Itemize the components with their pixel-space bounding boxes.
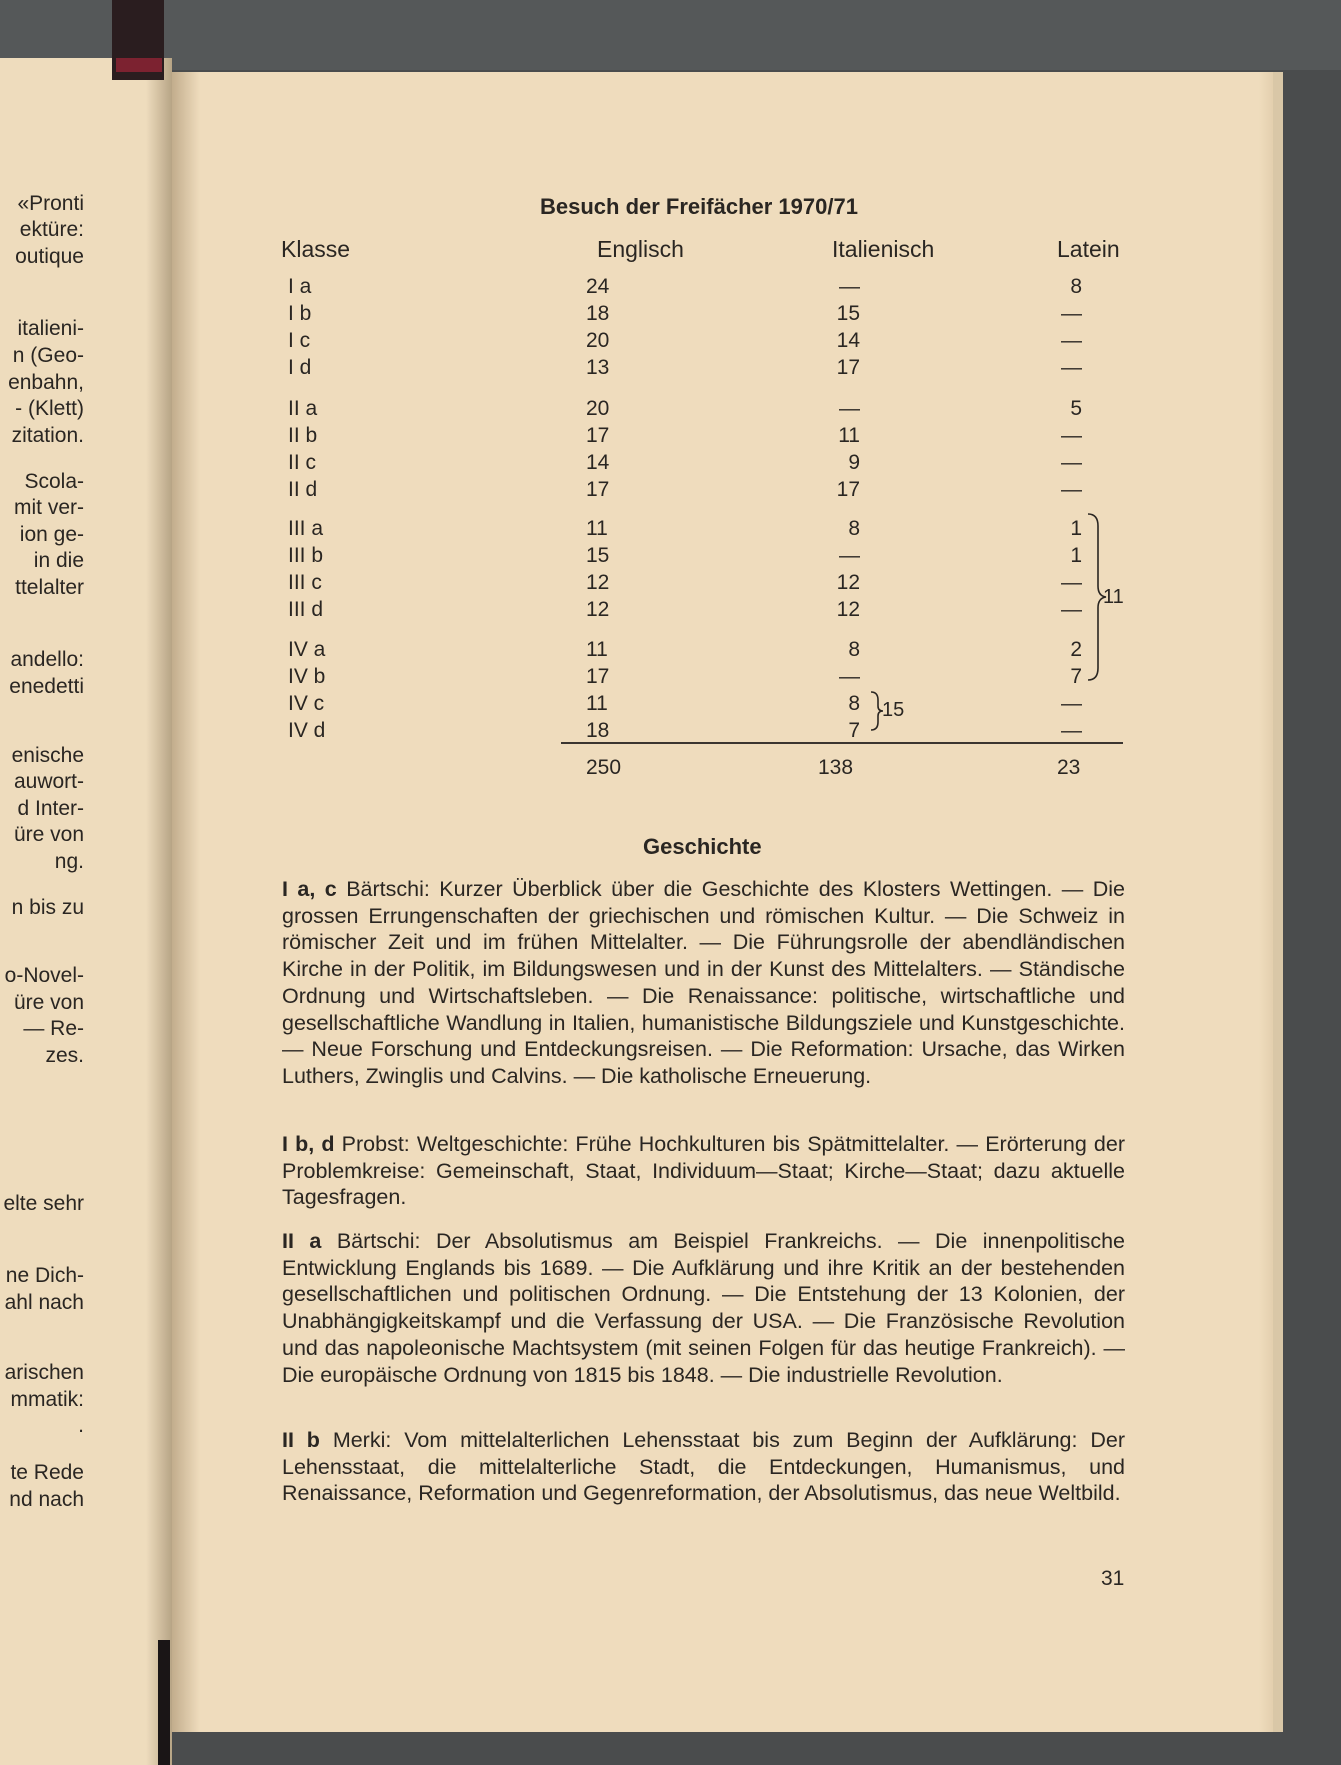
table-cell-klasse: III d bbox=[288, 598, 324, 621]
paragraph-label: I a, c bbox=[282, 877, 337, 901]
left-page-fragment: enedetti bbox=[9, 675, 84, 698]
paragraph-label: II b bbox=[282, 1428, 320, 1452]
bookmark-ribbon-band bbox=[116, 58, 162, 72]
table-cell-klasse: III b bbox=[288, 544, 324, 567]
paragraph-text: Merki: Vom mittelalterlichen Lehensstaat bis zum Beginn der Aufklärung: Der Lehensstaat, die mittelalterliche Stadt, die Entdeckungen, Humanismus, und Renaissance, Reformation und Gegenreformation, der Absolutismus, das neue Weltbild. bbox=[282, 1428, 1125, 1506]
italienisch-group-total: 15 bbox=[882, 699, 905, 721]
table-cell-latein: 1 bbox=[1070, 544, 1082, 567]
table-cell-latein: — bbox=[1061, 356, 1082, 379]
table-cell-englisch: 17 bbox=[586, 665, 610, 688]
left-page-fragment: in die bbox=[33, 549, 84, 572]
header-italienisch: Italienisch bbox=[832, 236, 935, 262]
table-cell-italienisch: 17 bbox=[836, 478, 860, 501]
left-page-fragment: üre von bbox=[13, 823, 84, 846]
table-cell-englisch: 20 bbox=[586, 329, 610, 352]
left-page-fragment: ne Dich- bbox=[5, 1264, 84, 1287]
inner-shadow bbox=[172, 72, 200, 1732]
table-cell-englisch: 15 bbox=[586, 544, 610, 567]
table-cell-latein: 2 bbox=[1070, 638, 1082, 661]
left-page-fragment: d Inter- bbox=[17, 797, 84, 820]
table-cell-klasse: II b bbox=[288, 424, 318, 447]
paragraph-text: Probst: Weltgeschichte: Frühe Hochkulturen bis Spätmittelalter. — Erörterung der Problemkreise: Gemeinschaft, Staat, Individuum—Staat; Kirche—Staat; dazu aktuelle Tagesfragen. bbox=[282, 1132, 1125, 1210]
table-cell-italienisch: 9 bbox=[848, 451, 860, 474]
table-cell-italienisch: 14 bbox=[836, 329, 860, 352]
left-page-fragment: ektüre: bbox=[19, 218, 84, 241]
table-cell-englisch: 20 bbox=[586, 397, 610, 420]
table-cell-klasse: III a bbox=[288, 517, 324, 540]
left-page-fragment: n (Geo- bbox=[12, 344, 84, 367]
left-page-fragment: zes. bbox=[45, 1044, 84, 1067]
table-cell-italienisch: 15 bbox=[836, 302, 860, 325]
left-page-fragment: ttelalter bbox=[15, 576, 84, 599]
table-cell-latein: — bbox=[1061, 692, 1082, 715]
table-cell-italienisch: 12 bbox=[836, 571, 860, 594]
page-edge bbox=[1273, 72, 1283, 1732]
left-page-fragments bbox=[0, 58, 172, 1765]
paragraph-ia-c bbox=[282, 876, 1125, 1090]
table-cell-englisch: 12 bbox=[586, 598, 610, 621]
left-page-fragment: zitation. bbox=[11, 424, 84, 447]
section-title: Geschichte bbox=[643, 834, 762, 859]
table-cell-italienisch: 7 bbox=[848, 719, 860, 742]
table-cell-latein: — bbox=[1061, 424, 1082, 447]
left-page-fragment: . bbox=[78, 1414, 84, 1437]
table-title: Besuch der Freifächer 1970/71 bbox=[540, 194, 858, 219]
table-cell-italienisch: — bbox=[839, 665, 860, 688]
table-cell-klasse: I b bbox=[288, 302, 312, 325]
table-cell-italienisch: 12 bbox=[836, 598, 860, 621]
table-cell-klasse: I a bbox=[288, 275, 312, 298]
table-cell-latein: 8 bbox=[1070, 275, 1082, 298]
left-page-fragment: «Pronti bbox=[17, 192, 84, 215]
table-cell-klasse: IV c bbox=[288, 692, 325, 715]
paragraph-text: Bärtschi: Kurzer Überblick über die Geschichte des Klosters Wettingen. — Die grossen Errungenschaften der griechischen und römischen Kultur. — Die Schweiz in römischer Zeit und im frühen Mittelalter. — Die Führungsrolle der abendländischen Kirche in der Politik, im Bildungswesen und in der Kunst des Mittelalters. — Ständische Ordnung und Wirtschaftsleben. — Die Renaissance: politische, wirtschaftliche und gesellschaftliche Wandlung in Italien, humanistische Bildungsziele und Kunstgeschichte. — Neue Forschung und Entdeckungsreisen. — Die Reformation: Ursache, das Wirken Luthers, Zwinglis und Calvins. — Die katholische Erneuerung. bbox=[282, 877, 1125, 1088]
left-page bbox=[0, 58, 172, 1765]
left-page-fragment: te Rede bbox=[10, 1461, 84, 1484]
table-cell-italienisch: — bbox=[839, 275, 860, 298]
table-cell-klasse: II a bbox=[288, 397, 318, 420]
left-page-fragment: outique bbox=[15, 245, 84, 268]
total-italienisch: 138 bbox=[818, 756, 854, 779]
table-cell-klasse: IV a bbox=[288, 638, 326, 661]
table-cell-latein: — bbox=[1061, 598, 1082, 621]
paragraph-label: II a bbox=[282, 1229, 322, 1253]
header-klasse: Klasse bbox=[281, 236, 351, 262]
table-cell-englisch: 18 bbox=[586, 719, 610, 742]
bookmark-ribbon-end bbox=[158, 1640, 170, 1765]
paragraph-ib-d bbox=[282, 1131, 1125, 1211]
table-cell-italienisch: 11 bbox=[838, 424, 860, 447]
left-page-fragment: italieni- bbox=[17, 317, 84, 340]
table-cell-italienisch: 17 bbox=[836, 356, 860, 379]
scanner-background bbox=[0, 0, 1341, 70]
table-cell-latein: 1 bbox=[1070, 517, 1082, 540]
left-page-fragment: — Re- bbox=[23, 1017, 84, 1040]
table-cell-englisch: 14 bbox=[586, 451, 610, 474]
table-cell-latein: — bbox=[1061, 478, 1082, 501]
table-cell-italienisch: 8 bbox=[848, 517, 860, 540]
left-page-fragment: elte sehr bbox=[3, 1192, 84, 1215]
table-cell-englisch: 18 bbox=[586, 302, 610, 325]
left-page-fragment: mmatik: bbox=[10, 1388, 84, 1411]
left-page-fragment: enische bbox=[11, 744, 84, 767]
table-cell-latein: — bbox=[1061, 571, 1082, 594]
left-page-fragment: ion ge- bbox=[19, 523, 84, 546]
table-cell-englisch: 24 bbox=[586, 275, 610, 298]
total-latein: 23 bbox=[1057, 756, 1081, 779]
left-page-fragment: - (Klett) bbox=[15, 397, 84, 420]
table-cell-klasse: I d bbox=[288, 356, 312, 379]
left-page-fragment: mit ver- bbox=[14, 496, 84, 519]
left-page-fragment: ng. bbox=[54, 850, 84, 873]
latein-group-total: 11 bbox=[1103, 586, 1124, 608]
left-page-fragment: üre von bbox=[13, 991, 84, 1014]
paragraph-label: I b, d bbox=[282, 1132, 335, 1156]
table-cell-latein: 5 bbox=[1070, 397, 1082, 420]
table-cell-klasse: I c bbox=[288, 329, 311, 352]
header-englisch: Englisch bbox=[597, 236, 684, 262]
table-cell-englisch: 11 bbox=[586, 517, 608, 540]
table-cell-latein: — bbox=[1061, 451, 1082, 474]
left-page-fragment: andello: bbox=[10, 648, 84, 671]
table-cell-latein: — bbox=[1061, 329, 1082, 352]
table-cell-klasse: IV b bbox=[288, 665, 326, 688]
table-cell-klasse: II d bbox=[288, 478, 318, 501]
table-cell-italienisch: — bbox=[839, 397, 860, 420]
table-cell-klasse: III c bbox=[288, 571, 322, 594]
left-page-fragment: n bis zu bbox=[11, 896, 84, 919]
table-cell-englisch: 12 bbox=[586, 571, 610, 594]
table-cell-italienisch: — bbox=[839, 544, 860, 567]
table-cell-italienisch: 8 bbox=[848, 692, 860, 715]
left-page-fragment: enbahn, bbox=[8, 371, 84, 394]
page-edge-shade bbox=[1259, 72, 1273, 1732]
header-latein: Latein bbox=[1057, 236, 1120, 262]
left-page-fragment: nd nach bbox=[9, 1488, 84, 1511]
totals-rule bbox=[561, 742, 1123, 744]
table-cell-englisch: 13 bbox=[586, 356, 610, 379]
table-cell-englisch: 17 bbox=[586, 424, 610, 447]
paragraph-text: Bärtschi: Der Absolutismus am Beispiel Frankreichs. — Die innenpolitische Entwicklung Englands bis 1689. — Die Aufklärung und ihre Kritik an der bestehenden gesellschaftlichen und politischen Ordnung. — Die Entstehung der 13 Kolonien, der Unabhängigkeitskampf und die Verfassung der USA. — Die Französische Revolution und das napoleonische Machtsystem (mit seinen Folgen für das heutige Frankreich). — Die europäische Ordnung von 1815 bis 1848. — Die industrielle Revolution. bbox=[282, 1229, 1125, 1387]
paragraph-iia bbox=[282, 1228, 1125, 1388]
left-page-fragment: o-Novel- bbox=[4, 964, 84, 987]
table-cell-latein: — bbox=[1061, 719, 1082, 742]
table-cell-latein: 7 bbox=[1070, 665, 1082, 688]
table-cell-englisch: 11 bbox=[586, 638, 608, 661]
left-page-fragment: arischen bbox=[4, 1361, 84, 1384]
table-cell-englisch: 11 bbox=[586, 692, 608, 715]
left-page-fragment: ahl nach bbox=[4, 1291, 84, 1314]
table-cell-latein: — bbox=[1061, 302, 1082, 325]
page-number: 31 bbox=[1101, 1567, 1125, 1590]
table-cell-klasse: IV d bbox=[288, 719, 326, 742]
paragraph-iib bbox=[282, 1427, 1125, 1507]
table-cell-englisch: 17 bbox=[586, 478, 610, 501]
total-englisch: 250 bbox=[586, 756, 622, 779]
left-page-fragment: Scola- bbox=[24, 470, 84, 493]
left-page-fragment: auwort- bbox=[13, 770, 84, 793]
table-cell-klasse: II c bbox=[288, 451, 317, 474]
table-cell-italienisch: 8 bbox=[848, 638, 860, 661]
